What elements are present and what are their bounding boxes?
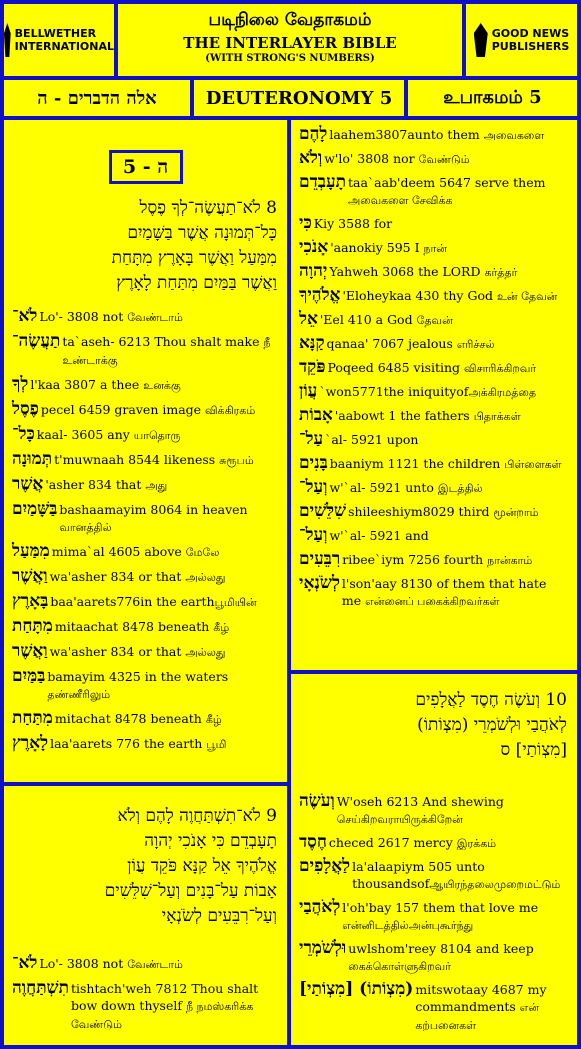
hebrew-word: וַאֲשֶׁר xyxy=(12,641,48,661)
tamil-gloss: ஆயிரந்தலைமுறைமட்டும் xyxy=(429,878,561,891)
gloss: 'asher 834 that xyxy=(45,477,146,492)
english-book-label: DEUTERONOMY 5 xyxy=(205,87,393,109)
word-entry xyxy=(299,263,569,281)
hebrew-word: רִבֵּעִים xyxy=(299,549,341,569)
hebrew-word: מִתָּחַת xyxy=(12,616,53,636)
verse-10-panel xyxy=(291,674,577,1045)
hebrew-word: אֲשֶׁר xyxy=(12,474,44,494)
word-entry xyxy=(12,568,279,586)
tamil-book-tab[interactable] xyxy=(408,80,577,116)
tamil-gloss: கீழ் xyxy=(205,713,222,726)
tamil-gloss: அக்கிரமத்தை xyxy=(468,386,536,399)
hebrew-word: תְּמוּנָה xyxy=(12,449,53,469)
gloss: l'oh'bay 157 them that love me xyxy=(342,900,539,915)
gloss: taa`aab'deem 5647 serve them xyxy=(347,175,546,190)
hebrew-word: לְשֹׂנְאָי xyxy=(299,573,340,593)
tamil-gloss: நான் xyxy=(423,242,447,255)
logo-line1: GOOD NEWS xyxy=(491,27,570,40)
hebrew-word: תָעָבְדֵם xyxy=(299,172,346,192)
word-entry xyxy=(299,455,569,473)
gloss: Poqeed 6485 visiting xyxy=(327,360,465,375)
title-english: THE INTERLAYER BIBLE xyxy=(183,34,397,52)
tamil-gloss: வேண்டாம் xyxy=(127,311,183,324)
word-entry xyxy=(299,858,569,893)
word-entry xyxy=(299,940,569,975)
tamil-gloss: அல்லது xyxy=(185,646,226,659)
tamil-gloss: அவைகளை xyxy=(483,129,545,142)
hebrew-word: שִׁלֵּשִׁים xyxy=(299,501,347,521)
logo-line2: INTERNATIONAL xyxy=(14,40,114,53)
gloss: pecel 6459 graven image xyxy=(40,402,206,417)
english-book-tab[interactable] xyxy=(194,80,404,116)
hebrew-book-label: אלה הדברים - ה xyxy=(37,87,157,109)
tamil-gloss: உனக்கு xyxy=(143,379,181,392)
verse-8-entries xyxy=(12,308,279,753)
gloss: w'lo' 3808 nor xyxy=(324,151,419,166)
hebrew-word: כָּל־ xyxy=(12,424,35,444)
good-news-emblem-icon xyxy=(474,23,488,57)
tamil-gloss: பூமியின் xyxy=(214,596,257,609)
gloss: mitaachat 8478 beneath xyxy=(54,619,214,634)
tamil-gloss: விக்கிரகம் xyxy=(205,404,256,417)
verse-10-hebrew xyxy=(299,688,569,763)
logo-line1: BELLWETHER xyxy=(14,27,97,40)
gloss: qanaa' 7067 jealous xyxy=(326,336,457,351)
chapter-badge: ה - 5 xyxy=(109,150,183,184)
word-entry xyxy=(12,710,279,728)
hebrew-line: 10 וְעֹשֶׂה חֶסֶד לַאֲלָפִים xyxy=(415,690,567,710)
word-entry xyxy=(299,575,569,610)
hebrew-word: לָאָרֶץ xyxy=(12,733,49,753)
word-entry xyxy=(299,551,569,569)
tamil-gloss: தண்ணீரிலும் xyxy=(47,688,111,701)
gloss: mima`al 4605 above xyxy=(51,544,186,559)
hebrew-word: עֲוֹן xyxy=(299,381,318,401)
gloss: bashaamayim 8064 in heaven xyxy=(59,502,248,517)
gloss: w'`al- 5921 unto xyxy=(329,480,438,495)
gloss: `al- 5921 upon xyxy=(325,432,419,447)
hebrew-line: [מִצְוֹתַי] ס xyxy=(500,740,567,760)
tamil-book-label: உபாகமம் 5 xyxy=(443,86,542,108)
gloss: la'alaapiym 505 unto thousandsof xyxy=(352,859,485,891)
hebrew-word: אָבוֹת xyxy=(299,405,333,425)
verse-9-entries-left xyxy=(12,955,279,1033)
word-entry xyxy=(299,899,569,934)
gloss: ta`aseh- 6213 Thou shalt make xyxy=(62,334,264,349)
tamil-gloss: இடத்தில் xyxy=(437,482,483,495)
word-entry xyxy=(12,668,279,703)
hebrew-word: פֶסֶל xyxy=(12,399,39,419)
hebrew-line: אֱלֹהֶיךָ אֵל קַנָּא פֹּקֵד עֲוֹן xyxy=(127,856,277,876)
hebrew-word: לֹא־ xyxy=(12,306,38,326)
tamil-gloss: என் கற்பனைகள் xyxy=(415,1001,540,1032)
word-entry xyxy=(299,383,569,401)
hebrew-word: וַאֲשֶׁר xyxy=(12,566,48,586)
hebrew-line: 9 לֹא־תִשְׁתַּחֲוֶה לָהֶם וְלֹא xyxy=(117,806,277,826)
gloss: shileeshiym8029 third xyxy=(348,504,494,519)
bellwether-logo xyxy=(4,4,114,76)
gloss: 'Eel 410 a God xyxy=(319,312,417,327)
hebrew-word: בַּמַּיִם xyxy=(12,666,46,686)
good-news-logo xyxy=(466,4,577,76)
hebrew-book-tab[interactable] xyxy=(4,80,190,116)
hebrew-word: אָנֹכִי xyxy=(299,237,329,257)
gloss: checed 2617 mercy xyxy=(328,835,457,850)
title-subtitle: (WITH STRONG'S NUMBERS) xyxy=(205,53,375,64)
verse-9-panel xyxy=(4,786,287,1045)
hebrew-word: פֹּקֵד xyxy=(299,357,326,377)
hebrew-word: עַל־ xyxy=(299,429,324,449)
hebrew-word: לְאֹהֲבַי xyxy=(299,897,341,917)
word-entry xyxy=(12,333,279,369)
tamil-gloss: பிதாக்கள் xyxy=(473,410,521,423)
tamil-gloss: அது xyxy=(145,479,168,492)
tamil-gloss: மேலே xyxy=(185,546,220,559)
tamil-gloss: என்னைப் பகைக்கிறவர்கள் xyxy=(365,595,500,608)
gloss: uwlshom'reey 8104 and keep xyxy=(348,941,534,956)
hebrew-line: וְעַל־רִבֵּעִים לְשֹׂנְאָי xyxy=(161,906,277,926)
tamil-gloss: எரிச்சல் xyxy=(456,338,495,351)
tamil-gloss: கர்த்தர் xyxy=(484,266,518,279)
hebrew-word: בַּשָּׁמַיִם xyxy=(12,499,58,519)
tamil-gloss: அல்லது xyxy=(185,571,226,584)
hebrew-word: לְךָ xyxy=(12,374,29,394)
word-entry xyxy=(299,981,569,1034)
hebrew-line: מִמַּעַל וַאֲשֶׁר בָּאָרֶץ מִתָּחַת xyxy=(111,248,277,268)
hebrew-word: מִתַּחַת xyxy=(12,708,53,728)
gloss: l'kaa 3807 a thee xyxy=(30,377,144,392)
word-entry xyxy=(299,407,569,425)
hebrew-word: בָּנִים xyxy=(299,453,328,473)
word-entry xyxy=(299,834,569,852)
hebrew-line: 8 לֹא־תַעֲשֶׂה־לְךָ פֶסֶל xyxy=(139,198,277,218)
tamil-gloss: வேண்டும் xyxy=(418,153,470,166)
tamil-gloss: செய்கிறவராயிருக்கிறேன் xyxy=(336,813,463,826)
gloss: Lo'- 3808 not xyxy=(39,309,128,324)
tamil-gloss: நான்காம் xyxy=(487,554,533,567)
gloss: kaal- 3605 any xyxy=(36,427,134,442)
word-entry xyxy=(12,643,279,661)
word-entry xyxy=(12,618,279,636)
word-entry xyxy=(12,426,279,444)
tamil-gloss: நீ நமஸ்கரிக்க வேண்டும் xyxy=(70,1000,254,1031)
hebrew-word: [מִצְוֹתַי] (מִצְוֹתוֹ) xyxy=(299,979,414,999)
word-entry xyxy=(299,527,569,545)
word-entry xyxy=(299,150,569,168)
hebrew-word: חֶסֶד xyxy=(299,832,327,852)
verse-10-entries xyxy=(299,793,569,1034)
gloss: 'aabowt 1 the fathers xyxy=(334,408,474,423)
title-tamil: படிநிலை வேதாகமம் xyxy=(208,10,372,30)
hebrew-line: לְאֹהֲבַי וּלְשֹׁמְרֵי (מִצְוֹתוֹ) xyxy=(417,715,567,735)
hebrew-word: וּלְשֹׁמְרֵי xyxy=(299,938,347,958)
verse-9-continued-panel xyxy=(291,120,577,670)
hebrew-line: כָּל־תְּמוּנָה אֲשֶׁר בַּשָּׁמַיִם xyxy=(127,223,277,243)
gloss: 'Eloheykaa 430 thy God xyxy=(342,288,497,303)
gloss: laahem3807aunto them xyxy=(329,127,484,142)
gloss: wa'asher 834 or that xyxy=(49,569,186,584)
tamil-gloss: உன் தேவன் xyxy=(496,290,558,303)
tamil-gloss: இரக்கம் xyxy=(456,837,497,850)
word-entry xyxy=(299,239,569,257)
word-entry xyxy=(299,335,569,353)
verse-9-entries-right xyxy=(299,126,569,610)
gloss: laa'aarets 776 the earth xyxy=(50,736,207,751)
gloss: wa'asher 834 or that xyxy=(49,644,186,659)
hebrew-word: לָהֶם xyxy=(299,124,328,144)
word-entry xyxy=(12,980,279,1033)
bellwether-emblem-icon xyxy=(4,23,11,57)
hebrew-word: תִשְׁתַּחֲוֶה xyxy=(12,978,69,998)
tamil-gloss: அவைகளை சேவிக்க xyxy=(347,194,453,207)
word-entry xyxy=(12,735,279,753)
verse-8-hebrew xyxy=(12,196,279,296)
tamil-gloss: கீழ் xyxy=(213,621,230,634)
gloss: bamayim 4325 in the waters xyxy=(47,669,229,684)
gloss: w'`al- 5921 and xyxy=(329,528,429,543)
gloss: baaniym 1121 the children xyxy=(329,456,505,471)
word-entry xyxy=(299,126,569,144)
hebrew-word: תַעֲשֶׂה־ xyxy=(12,331,61,351)
tamil-gloss: கைக்கொள்ளுகிறவர் xyxy=(348,960,451,973)
word-entry xyxy=(12,451,279,469)
word-entry xyxy=(299,215,569,233)
hebrew-word: אֵל xyxy=(299,309,318,329)
word-entry xyxy=(299,431,569,449)
gloss: Yahweh 3068 the LORD xyxy=(329,264,485,279)
verse-8-panel xyxy=(4,120,287,782)
gloss: tishtach'weh 7812 Thou shalt bow down thyself xyxy=(70,981,259,1013)
hebrew-word: לֹא־ xyxy=(12,953,38,973)
gloss: Kiy 3588 for xyxy=(313,216,393,231)
tamil-gloss: யாதொரு xyxy=(133,429,181,442)
word-entry xyxy=(299,287,569,305)
word-entry xyxy=(12,593,279,611)
word-entry xyxy=(12,955,279,973)
hebrew-word: אֱלֹהֶיךָ xyxy=(299,285,341,305)
title-block xyxy=(118,4,462,76)
hebrew-word: כִּי xyxy=(299,213,312,233)
tamil-gloss: தேவன் xyxy=(416,314,453,327)
hebrew-word: יְהוָה xyxy=(299,261,328,281)
tamil-gloss: சுரூபம் xyxy=(219,454,254,467)
gloss: Lo'- 3808 not xyxy=(39,956,128,971)
word-entry xyxy=(12,376,279,394)
gloss: 'aanokiy 595 I xyxy=(330,240,424,255)
logo-line2: PUBLISHERS xyxy=(491,40,570,53)
gloss: W'oseh 6213 And shewing xyxy=(336,794,504,809)
tamil-gloss: பூமி xyxy=(206,738,227,751)
verse-9-hebrew xyxy=(12,804,279,929)
hebrew-word: לַאֲלָפִים xyxy=(299,856,351,876)
word-entry xyxy=(299,174,569,209)
hebrew-word: קַנָּא xyxy=(299,333,325,353)
hebrew-word: וְעַל־ xyxy=(299,477,328,497)
word-entry xyxy=(299,503,569,521)
gloss: t'muwnaah 8544 likeness xyxy=(54,452,220,467)
gloss: mitswotaay 4687 my commandments xyxy=(415,982,547,1014)
tamil-gloss: மூன்றாம் xyxy=(493,506,539,519)
tamil-gloss: என்னிடத்தில்அன்புகூர்ந்து xyxy=(342,919,474,932)
word-entry xyxy=(12,308,279,326)
gloss: mitachat 8478 beneath xyxy=(54,711,206,726)
word-entry xyxy=(12,476,279,494)
tamil-gloss: வானத்தில் xyxy=(59,521,112,534)
tamil-gloss: விசாரிக்கிறவர் xyxy=(464,362,537,375)
word-entry xyxy=(12,501,279,536)
hebrew-line: וַאֲשֶׁר בַּמַּיִם מִתַּחַת לָאָרֶץ xyxy=(116,273,277,293)
word-entry xyxy=(299,359,569,377)
gloss: `won5771the iniquityof xyxy=(319,384,469,399)
hebrew-word: וְלֹא xyxy=(299,148,323,168)
tamil-gloss: பிள்ளைகள் xyxy=(504,458,562,471)
word-entry xyxy=(299,311,569,329)
word-entry xyxy=(299,793,569,828)
word-entry xyxy=(12,543,279,561)
tamil-gloss: நீ உண்டாக்கு xyxy=(62,336,271,367)
tamil-gloss: வேண்டாம் xyxy=(127,958,183,971)
gloss: baa'aarets776in the earth xyxy=(50,594,215,609)
word-entry xyxy=(12,401,279,419)
hebrew-word: וְעַל־ xyxy=(299,525,328,545)
gloss: ribee`iym 7256 fourth xyxy=(342,552,488,567)
hebrew-line: תָעָבְדֵם כִּי אָנֹכִי יְהוָה xyxy=(144,831,277,851)
hebrew-line: אָבוֹת עַל־בָּנִים וְעַל־שִׁלֵּשִׁים xyxy=(104,881,277,901)
hebrew-word: מִמַּעַל xyxy=(12,541,50,561)
gloss: l'son'aay 8130 of them that hate me xyxy=(341,576,547,608)
hebrew-word: וְעֹשֶׂה xyxy=(299,791,335,811)
word-entry xyxy=(299,479,569,497)
hebrew-word: בָּאָרֶץ xyxy=(12,591,49,611)
